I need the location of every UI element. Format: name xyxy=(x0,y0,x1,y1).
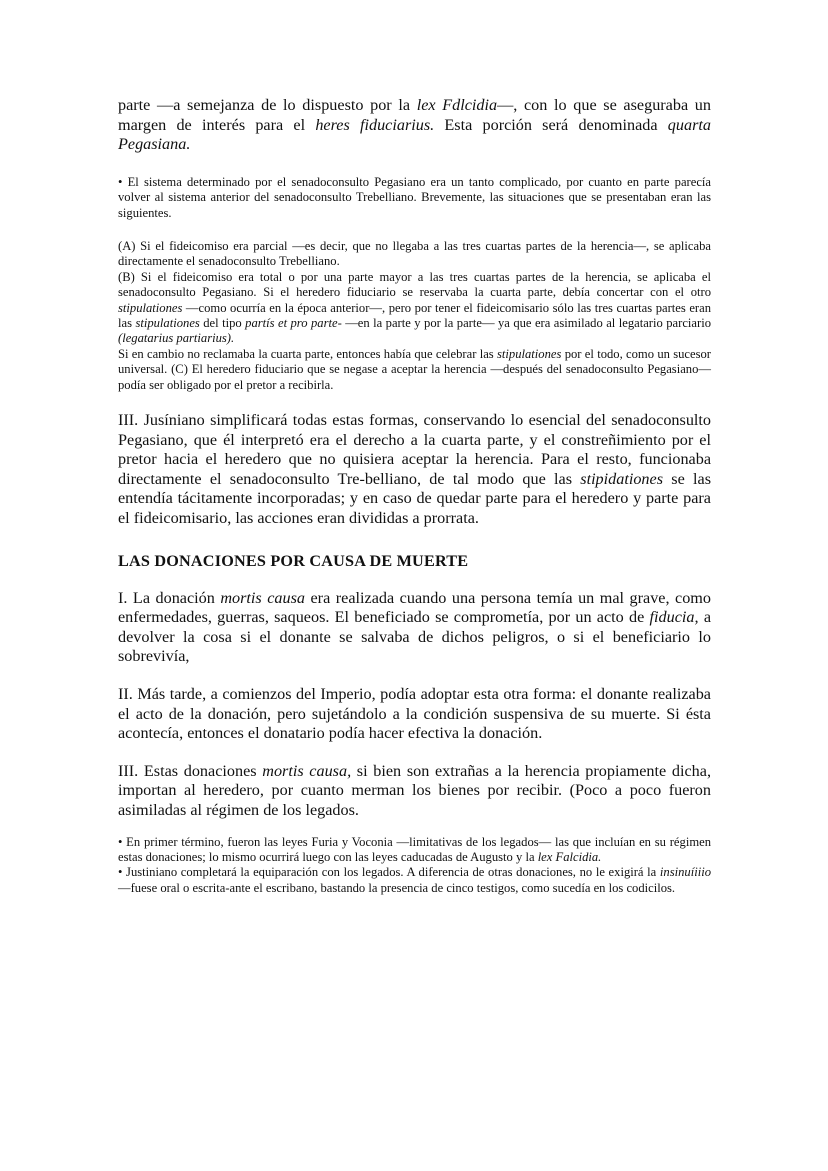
text-run: LAS DONACIONES POR CAUSA DE MUERTE xyxy=(118,551,469,570)
footnote-paragraph xyxy=(118,835,711,866)
text-run: (B) Si el fideicomiso era total o por una parte mayor a las tres cuartas partes de la herencia, se aplicaba el senadoconsulto Pegasiano. Si el heredero fiduciario se reservaba la cuarta parte, debía concertar con el otro xyxy=(118,269,711,300)
text-run: —como ocurría en la época anterior—, pero por tener el fideicomisario sólo las tres cuartas partes eran las xyxy=(118,300,711,331)
text-run: I. La donación xyxy=(118,588,221,607)
italic-text: mortis causa, xyxy=(262,761,352,780)
text-run: Si en cambio no reclamaba la cuarta parte, entonces había que celebrar las xyxy=(118,346,498,361)
text-run: —fuese oral o escrita-ante el escribano, bastando la presencia de cinco testigos, como sucedía en los codicilos. xyxy=(118,880,676,895)
body-paragraph xyxy=(118,685,711,744)
body-paragraph xyxy=(118,589,711,667)
footnote-paragraph xyxy=(118,865,711,896)
body-paragraph xyxy=(118,762,711,821)
text-run: se las entendía tácitamente incorporadas; y en caso de quedar parte para el heredero y parte para el fideicomisario, las acciones eran divididas a prorrata. xyxy=(118,469,711,528)
italic-text: stipidationes xyxy=(580,469,664,488)
text-run: del tipo xyxy=(199,316,246,331)
text-run: • El sistema determinado por el senadoconsulto Pegasiano era un tanto complicado, por cuanto en parte parecía volver al sistema anterior del senadoconsulto Trebelliano. Brevemente, las situaciones que se presentaban eran las siguientes. xyxy=(118,174,711,220)
text-run: parte —a semejanza de lo dispuesto por la xyxy=(118,96,417,114)
text-run: Esta porción será denominada xyxy=(434,115,668,134)
text-run: • Justiniano completará la equiparación con los legados. A diferencia de otras donaciones, no le exigirá la xyxy=(118,865,660,880)
italic-text: partís et pro parte- xyxy=(245,316,342,331)
italic-text: stipulationes xyxy=(497,346,562,361)
italic-text: stipulationes xyxy=(118,300,183,315)
text-run: II. Más tarde, a comienzos del Imperio, podía adoptar esta otra forma: el donante realizaba el acto de la donación, pero sujetándolo a la condición suspensiva de su muerte. Si ésta acontecía, entonces el donatario podía hacer efectiva la donación. xyxy=(118,685,711,743)
text-run: por el todo, como un sucesor universal. (C) El heredero fiduciario que se negase a aceptar la herencia —después del senadoconsulto Pegasiano— podía ser obligado por el pretor a recibirla. xyxy=(118,346,711,392)
italic-text: lex Falcidia. xyxy=(537,849,602,864)
document-page xyxy=(118,96,711,896)
text-run: —en la parte y por la parte— ya que era asimilado al legatario parciario xyxy=(341,316,711,331)
italic-text: fiducia, xyxy=(649,608,699,627)
footnote-paragraph xyxy=(118,347,711,393)
italic-text: heres fiduciarius. xyxy=(315,115,435,134)
text-run: era realizada cuando una persona temía un mal grave, como enfermedades, guerras, saqueos. El beneficiado se comprometía, por un acto de xyxy=(118,588,711,627)
italic-text: lex Fdlcidia xyxy=(416,96,498,114)
italic-text: quarta Pegasiana. xyxy=(118,115,711,154)
text-run: si bien son extrañas a la herencia propiamente dicha, importan al heredero, por cuanto merman los bienes por recibir. (Poco a poco fueron asimiladas al régimen de los legados. xyxy=(118,761,711,819)
italic-text: mortis causa xyxy=(220,588,305,607)
text-run: —, con lo que se aseguraba un margen de interés para el xyxy=(118,96,711,134)
text-run: III. Estas donaciones xyxy=(118,761,263,780)
body-paragraph xyxy=(118,96,711,155)
footnote-paragraph xyxy=(118,270,711,347)
text-run: III. Jusíniano simplificará todas estas formas, conservando lo esencial del senadoconsulto Pegasiano, que él interpretó era el derecho a la cuarta parte, y el constreñimiento por el pretor hacia el heredero que no quisiera aceptar la herencia. Para el resto, funcionaba directamente el senadoconsulto Tre-belliano, de tal modo que las xyxy=(118,411,711,488)
body-paragraph xyxy=(118,411,711,529)
italic-text: insinuíiiio xyxy=(659,865,711,880)
footnote-paragraph xyxy=(118,239,711,270)
text-run: a devolver la cosa si el donante se salvaba de dichos peligros, o si el beneficiario lo sobrevivía, xyxy=(118,608,712,666)
text-run: (A) Si el fideicomiso era parcial —es decir, que no llegaba a las tres cuartas partes de la herencia—, se aplicaba directamente el senadoconsulto Trebelliano. xyxy=(118,239,711,269)
text-run: • En primer término, fueron las leyes Furia y Voconia —limitativas de los legados— las que incluían en su régimen estas donaciones; lo mismo ocurrirá luego con las leyes caducadas de Augusto y la xyxy=(118,834,711,864)
italic-text: stipulationes xyxy=(135,316,200,331)
footnote-paragraph xyxy=(118,175,711,221)
italic-text: (legatarius partiarius). xyxy=(118,331,235,346)
section-heading xyxy=(118,551,711,571)
